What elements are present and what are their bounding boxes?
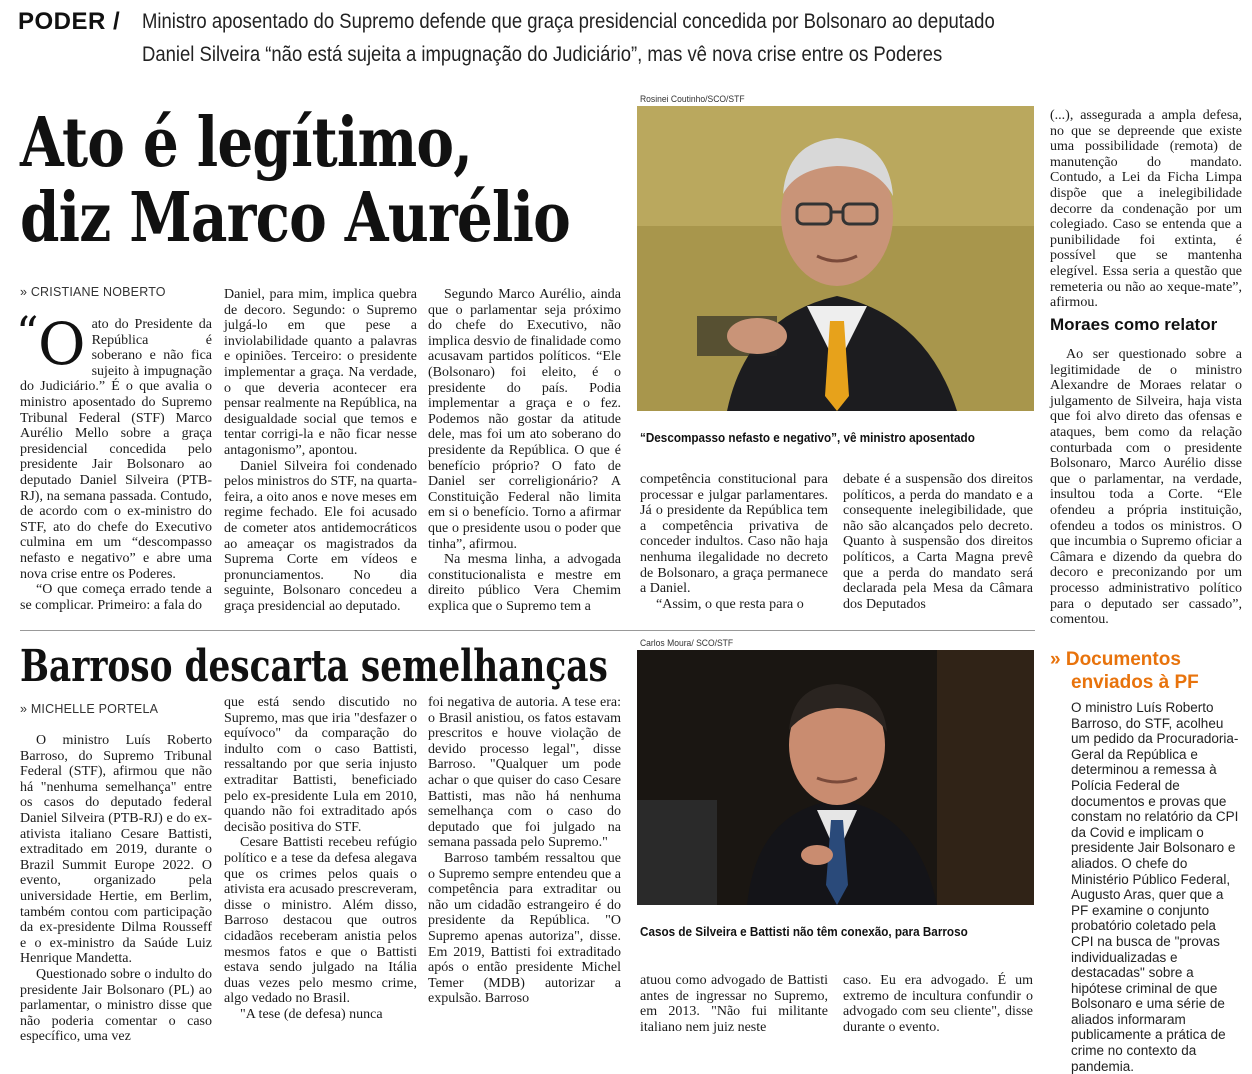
paragraph: que está sendo discutido no Supremo, mas que iria "desfazer o equívoco" da comparação do indulto com o caso Battisti, ressaltando por que seria injusto extraditar Battisti, beneficiado pelo ex-presidente Lula em 2010, quando não foi extraditado após decisão positiva do STF.: [224, 695, 417, 835]
paragraph: Segundo Marco Aurélio, ainda que o parlamentar seja próximo do chefe do Executivo, não implica desvio de finalidade como acusavam partidos políticos. “Ele (Bolsonaro) foi eleito, é o presidente do país. Podia implementar a graça e o fez. Podemos não gostar da atitude dele, mas foi um ato soberano do presidente da República. O que é benefício próprio? O fato de Daniel ser correligionário? A Constituição Federal não limita em si o benefício. Torno a afirmar que o presidente usou o poder que tinha”, afirmou.: [428, 287, 621, 552]
paragraph: Cesare Battisti recebeu refúgio político e a tese da defesa alegava que os crimes pelos quais o ativista era acusado prescreveram, disse o ministro. Além disso, Barroso destacou que outros cidadãos receberam anistia pelos mesmos fatos e que o Battisti estava sendo julgado na Itália duas vezes pelo mesmo crime, algo vedado no Brasil.: [224, 835, 417, 1007]
paragraph: ato do Presidente da República é soberano e não fica sujeito à impugnação do Judiciário.” É o que avalia o ministro aposentado do Supremo Tribunal Federal (STF) Marco Aurélio Mello sobre a graça presidencial concedida pelo presidente Jair Bolsonaro ao deputado Daniel Silveira (PTB-RJ), na semana passada. Contudo, de acordo com o ex-ministro do STF, ato do chefe do Executivo culmina em um “descompasso nefasto e negativo” e abre uma nova crise entre os Poderes.: [20, 317, 212, 582]
article2-column-5: [843, 973, 1033, 1035]
paragraph: caso. Eu era advogado. É um extremo de incultura confundir o advogado com seu cliente", disse durante o evento.: [843, 973, 1033, 1035]
headline-line-2: diz Marco Aurélio: [20, 178, 570, 258]
photo-caption: “Descompasso nefasto e negativo”, vê ministro aposentado: [640, 430, 975, 445]
open-quote-mark: “: [16, 308, 39, 359]
headline-line-1: Ato é legítimo,: [20, 103, 473, 183]
article2-column-3: [428, 695, 621, 1007]
article1-column-4: [640, 472, 828, 612]
headline-barroso: Barroso descarta semelhanças: [20, 641, 608, 692]
photo-caption: Casos de Silveira e Battisti não têm conexão, para Barroso: [640, 924, 968, 939]
subhead-moraes: Moraes como relator: [1050, 315, 1218, 334]
sidebar-heading-line-1: » Documentos: [1050, 649, 1181, 670]
paragraph: Barroso também ressaltou que o Supremo sempre entendeu que a competência para extraditar ou não um cidadão estrangeiro é do presidente da República. "O Supremo apenas autoriza", disse. Em 2019, Battisti foi extraditado após o então presidente Michel Temer (MDB) autorizar a expulsão. Barroso: [428, 850, 621, 1007]
paragraph: debate é a suspensão dos direitos políticos, a perda do mandato e a consequente inelegibilidade, que não são alcançados pelo decreto. Quanto à suspensão dos direitos políticos, a Carta Magna prevê que a perda do mandato será declarada pela Mesa da Câmara dos Deputados: [843, 472, 1033, 612]
article2-column-4: [640, 973, 828, 1035]
article2-column-1: [20, 733, 212, 1045]
sidebar-text: O ministro Luís Roberto Barroso, do STF, acolheu um pedido da Procuradoria-Geral da República e determinou a remessa à Polícia Federal de documentos e provas que constam no relatório da CPI da Covid e implicam o presidente Jair Bolsonaro e aliados. O chefe do Ministério Público Federal, Augusto Aras, quer que a PF examine o conjunto probatório coletado pela CPI na busca de "provas individualizadas e destacadas" sobre a hipótese criminal de que Bolsonaro e uma série de aliados informaram publicamente a prática de crime no contexto da pandemia.: [1071, 700, 1239, 1074]
paragraph: “O que começa errado tende a se complicar. Primeiro: a fala do: [20, 582, 212, 613]
article1-column-3: [428, 287, 621, 614]
drop-cap: O: [38, 310, 86, 378]
article1-column-2: [224, 287, 417, 614]
photo-barroso: [637, 650, 1034, 905]
article1-column-1: [20, 310, 212, 613]
article-divider: [20, 630, 1035, 631]
paragraph: Daniel Silveira foi condenado pelos ministros do STF, na quarta-feira, a oito anos e nove meses em regime fechado. Ele foi acusado de cometer atos antidemocráticos ao ameaçar os magistrados da Suprema Corte em vídeos e pronunciamentos. No dia seguinte, Bolsonaro concedeu a graça presidencial ao deputado.: [224, 458, 417, 614]
article1-column-6: [1050, 108, 1242, 311]
article1-column-6b: [1050, 347, 1242, 628]
photo-marco-aurelio: [637, 106, 1034, 411]
paragraph: competência constitucional para processar e julgar parlamentares. Já o presidente da República tem a competência privativa de conceder indultos. Caso não haja nenhuma ilegalidade no decreto de Bolsonaro, a graça permanece a Daniel.: [640, 472, 828, 597]
article2-column-2: [224, 695, 417, 1022]
subheadline-line-1: Ministro aposentado do Supremo defende que graça presidencial concedida por Bolsonaro ao deputado: [142, 10, 995, 33]
paragraph: "A tese (de defesa) nunca: [240, 1006, 383, 1022]
subheadline-line-2: Daniel Silveira “não está sujeita a impugnação do Judiciário”, mas vê nova crise entre os Poderes: [142, 43, 943, 66]
paragraph: O ministro Luís Roberto Barroso, do Supremo Tribunal Federal (STF), afirmou que não há "nenhuma semelhança" entre os casos do deputado federal Daniel Silveira (PTB-RJ) e do ex-ativista italiano Cesare Battisti, extraditado em 2019, durante o Brazil Summit Europe 2022. O evento, organizado pela universidade Hertie, em Berlim, também contou com participação da ex-presidente Dilma Rousseff e o ex-ministro da Saúde Luiz Henrique Mandetta.: [20, 733, 212, 967]
paragraph: “Assim, o que resta para o: [656, 596, 804, 612]
article1-column-5: [843, 472, 1033, 612]
paragraph: atuou como advogado de Battisti antes de ingressar no Supremo, em 2013. "Não fui militante italiano nem juiz neste: [640, 973, 828, 1035]
section-label: PODER /: [18, 8, 121, 35]
paragraph: Questionado sobre o indulto do presidente Jair Bolsonaro (PL) ao parlamentar, o ministro disse que não poderia comentar o caso específico, uma vez: [20, 966, 212, 1045]
paragraph: Daniel, para mim, implica quebra de decoro. Segundo: o Supremo julgá-lo em que pese a inviolabilidade quanto a palavras e opiniões. Terceiro: o presidente implementar a graça. Na verdade, o que deveria acontecer era pensar realmente na República, na desigualdade social que temos e tentar corrigi-la e não ficar nesse antagonismo”, apontou.: [224, 287, 417, 458]
byline: » MICHELLE PORTELA: [20, 702, 159, 716]
sidebar-heading-line-2: enviados à PF: [1071, 672, 1199, 693]
paragraph: Na mesma linha, a advogada constitucionalista e mestre em direito público Vera Chemim explica que o Supremo tem a: [428, 552, 621, 614]
byline: » CRISTIANE NOBERTO: [20, 285, 166, 299]
paragraph: Ao ser questionado sobre a legitimidade de o ministro Alexandre de Moraes relatar o julgamento de Silveira, haja vista que foi alvo direto das ofensas e ataques, bem como da relação conturbada com o presidente Bolsonaro, Marco Aurélio disse que o parlamentar, na verdade, insultou toda a Corte. “Ele ofendeu a própria instituição, ofendeu a todos os ministros. O que incumbia o Supremo oficiar a Câmara e dizendo da quebra do decoro e preconizando por um processo administrativo político para o deputado ser cassado”, comentou.: [1050, 347, 1242, 628]
photo-credit: Rosinei Coutinho/SCO/STF: [640, 94, 745, 105]
portrait-illustration: [637, 650, 1034, 905]
paragraph: foi negativa de autoria. A tese era: o Brasil anistiou, os fatos estavam prescritos e houve violação de devido processo legal", disse Barroso. "Qualquer um pode achar o que quiser do caso Cesare Battisti, mas não há nenhuma semelhança com o caso do deputado que foi julgado na semana passada pelo Supremo.": [428, 695, 621, 851]
photo-credit: Carlos Moura/ SCO/STF: [640, 638, 734, 649]
paragraph: (...), assegurada a ampla defesa, no que se depreende que existe uma possibilidade (remota) de manutenção do mandato. Contudo, a Lei da Ficha Limpa dispõe que a inelegibilidade decorre da condenação por um colegiado. Caso se entenda que a punibilidade foi extinta, é possível que se mantenha elegível. Essa seria a questão que remeteria ou não ao xeque-mate”, afirmou.: [1050, 108, 1242, 311]
portrait-illustration: [637, 106, 1034, 411]
